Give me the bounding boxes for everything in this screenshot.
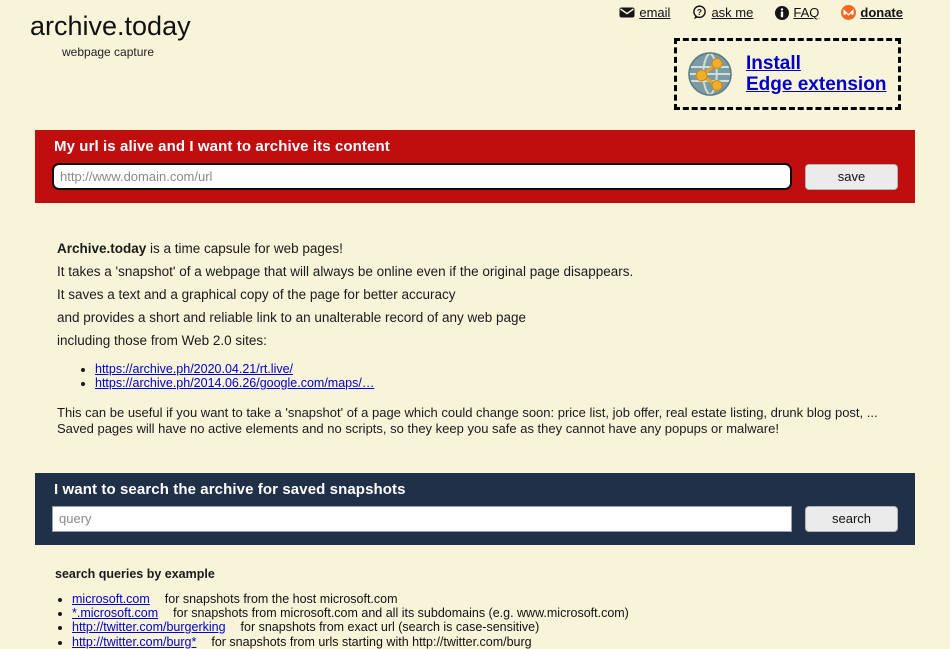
globe-share-icon: [687, 51, 733, 97]
example-query-link[interactable]: *.microsoft.com: [72, 606, 159, 621]
intro-line: including those from Web 2.0 sites:: [57, 332, 267, 348]
intro-line: and provides a short and reliable link to an unalterable record of any web page: [57, 309, 527, 325]
site-tagline: webpage capture: [62, 44, 155, 59]
example-query-link[interactable]: microsoft.com: [72, 591, 150, 606]
list-item: [95, 362, 890, 376]
search-banner-title: I want to search the archive for saved snapshots: [54, 480, 406, 498]
faq-link[interactable]: FAQ: [775, 5, 819, 20]
archive-form: [52, 163, 898, 190]
example-description: for snapshots from exact url (search is case-sensitive): [240, 620, 540, 635]
example-item: [72, 592, 910, 606]
example-item: [72, 635, 910, 649]
svg-text:?: ?: [697, 6, 703, 17]
intro-lead-bold: Archive.today: [57, 241, 147, 256]
intro-section: [57, 241, 890, 437]
snapshot-link-googlemaps[interactable]: https://archive.ph/2014.06.26/google.com/maps/…: [95, 375, 375, 390]
example-query-link[interactable]: http://twitter.com/burgerking: [72, 620, 226, 635]
intro-line: It takes a 'snapshot' of a webpage that will always be online even if the original page disappears.: [57, 263, 634, 279]
monero-icon: [841, 5, 856, 20]
examples-heading: search queries by example: [55, 566, 215, 581]
info-icon: [775, 6, 789, 20]
donate-link[interactable]: donate: [841, 5, 903, 20]
example-item: [72, 620, 910, 634]
snapshot-examples-list: [95, 362, 890, 391]
example-description: for snapshots from urls starting with http://twitter.com/burg: [211, 634, 532, 649]
example-item: [72, 606, 910, 620]
edge-extension-box[interactable]: [674, 38, 901, 110]
page-header: [0, 0, 950, 118]
search-examples-section: [55, 567, 910, 649]
intro-lead: [57, 241, 890, 257]
list-item: [95, 376, 890, 390]
usefulness-note: This can be useful if you want to take a 'snapshot' of a page which could change soon: price list, job offer, real estate listing, drunk blog post, ... Saved pages will have no active elements and no scripts, so they keep you safe as they cannot have any popups or malware!: [57, 405, 878, 436]
extension-install-link[interactable]: Install Edge extension: [746, 52, 887, 95]
intro-line: It saves a text and a graphical copy of the page for better accuracy: [57, 286, 456, 302]
example-query-link[interactable]: http://twitter.com/burg*: [72, 634, 197, 649]
save-button[interactable]: save: [805, 164, 898, 190]
archive-banner-title: My url is alive and I want to archive its content: [54, 138, 390, 155]
snapshot-link-rtlive[interactable]: https://archive.ph/2020.04.21/rt.live/: [95, 361, 294, 376]
search-form: [52, 506, 898, 532]
email-link[interactable]: email: [619, 5, 670, 20]
email-icon: [619, 7, 635, 18]
question-balloon-icon: [692, 5, 707, 20]
example-description: for snapshots from the host microsoft.com: [164, 591, 398, 606]
top-nav: [619, 5, 903, 20]
archive-banner: [35, 130, 915, 203]
search-input[interactable]: [52, 506, 792, 532]
examples-list: [72, 592, 910, 649]
search-banner: [35, 473, 915, 545]
ask-me-link[interactable]: ? ask me: [692, 5, 753, 20]
example-description: for snapshots from microsoft.com and all its subdomains (e.g. www.microsoft.com): [173, 606, 629, 621]
intro-lead-rest: is a time capsule for web pages!: [146, 241, 343, 256]
search-button[interactable]: search: [805, 506, 898, 532]
site-logo[interactable]: archive.today: [30, 11, 191, 41]
logo-block: [30, 12, 191, 59]
url-input[interactable]: [52, 163, 792, 190]
